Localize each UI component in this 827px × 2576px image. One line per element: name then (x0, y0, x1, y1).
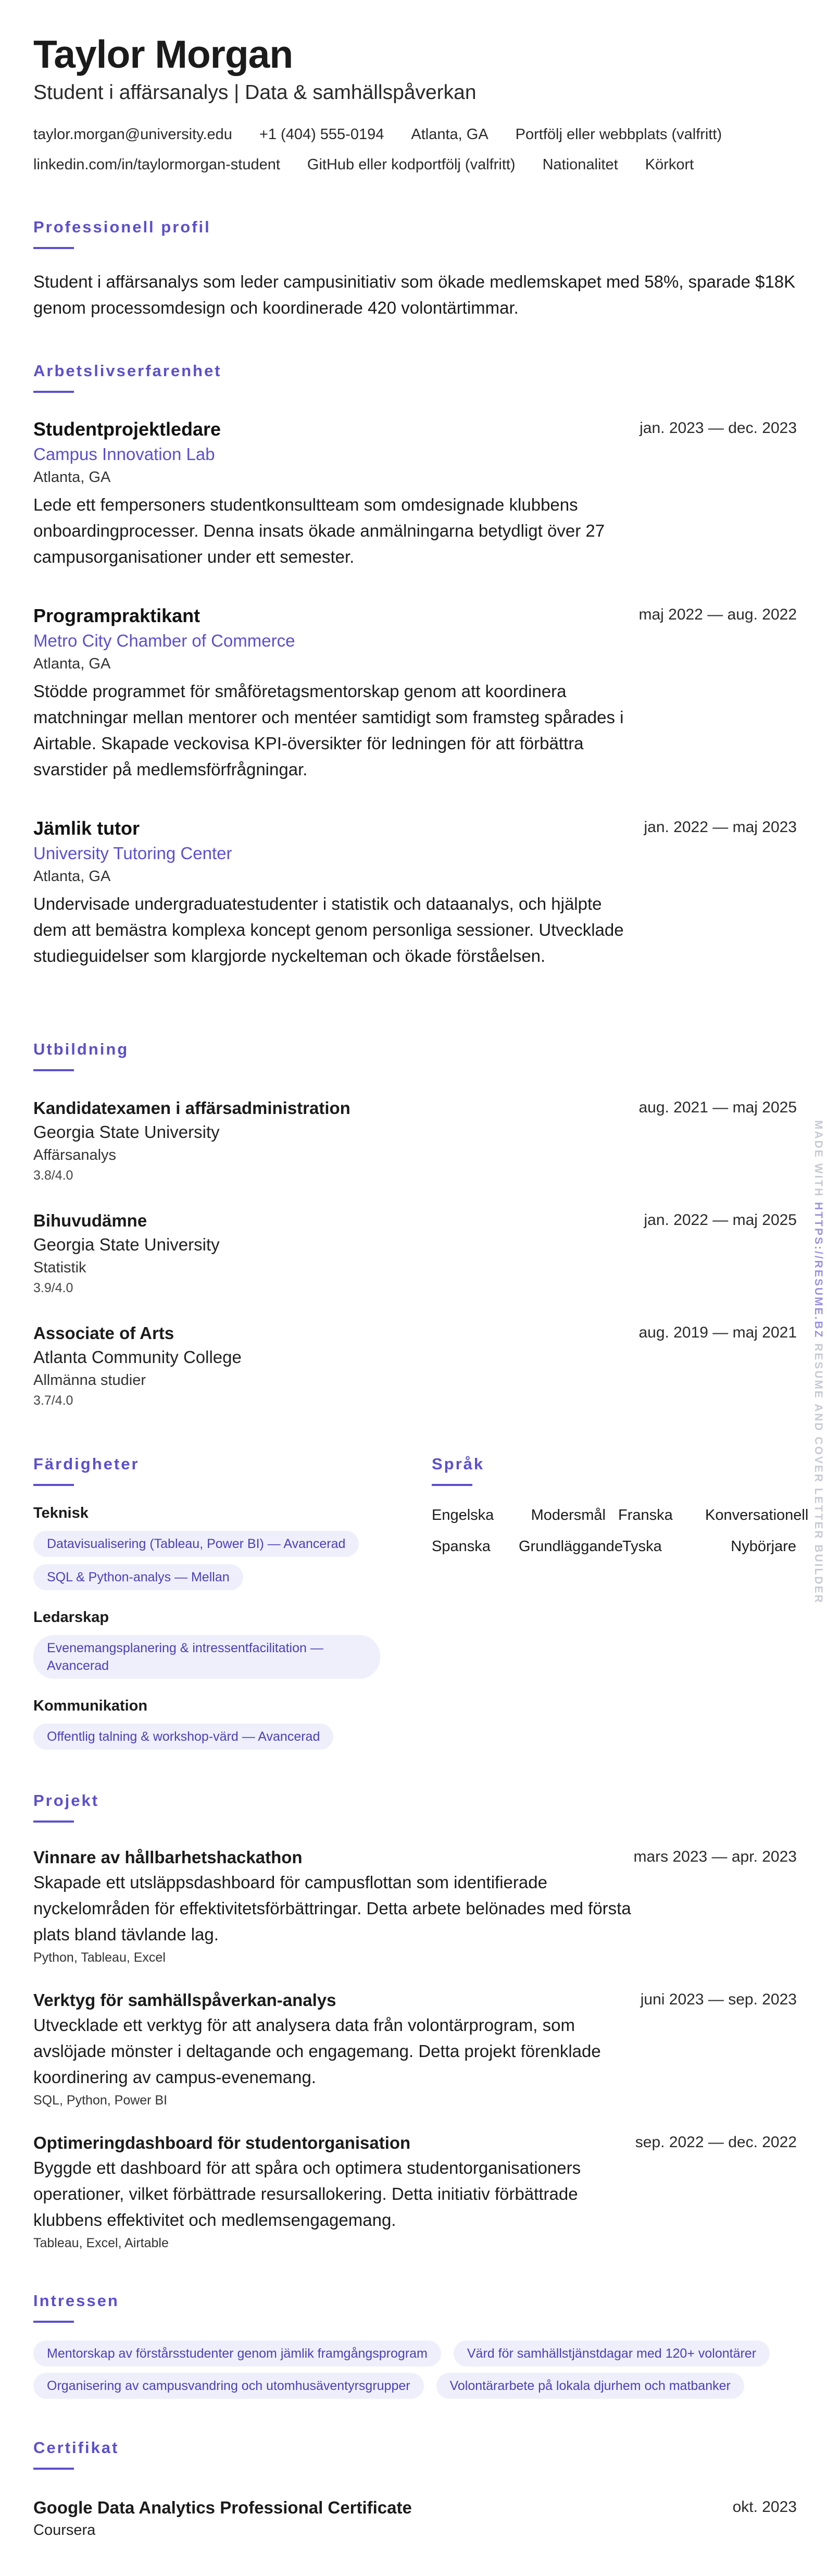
watermark-suffix: RESUME AND COVER LETTER BUILDER (812, 1343, 824, 1604)
project-description: Utvecklade ett verktyg för att analysera data från volontärprogram, som avslöjade mönster i deltagande och engagemang. Detta projekt förenklade koordinering av campus-evenemang. (33, 2015, 601, 2087)
contact-portfolio[interactable]: Portfölj eller webbplats (valfritt) (515, 126, 722, 143)
experience-location: Atlanta, GA (33, 655, 111, 672)
section-divider (33, 1484, 74, 1486)
skill-group-label: Ledarskap (33, 1609, 109, 1626)
section-divider (33, 1069, 74, 1071)
project-tech: SQL, Python, Power BI (33, 2093, 168, 2108)
profile-entry (33, 265, 797, 321)
language-name: Tyska (622, 1538, 662, 1555)
projects-section-header (33, 1789, 99, 1823)
candidate-name: Taylor Morgan (33, 32, 293, 76)
project-description: Byggde ett dashboard för att spåra och optimera studentorganisationers operationer, vilket förbättrade resursallokering. Detta initiativ förbättrade klubbens effektivitet och medlemsengagemang. (33, 2158, 581, 2230)
education-gpa: 3.7/4.0 (33, 1393, 73, 1408)
section-divider (33, 247, 74, 249)
project-date: sep. 2022 — dec. 2022 (635, 2134, 797, 2151)
watermark-link[interactable]: HTTPS://RESUME.BZ (812, 1202, 824, 1339)
interests-section-title: Intressen (33, 2292, 119, 2310)
interests-row (33, 2373, 757, 2399)
experience-description: Undervisade undergraduatestudenter i statistik och dataanalys, och hjälpte dem att bemästra komplexa koncept genom personliga sessioner. Utvecklade studieguidelser som klargjorde nyckelteman och ökade förståelsen. (33, 894, 624, 965)
interests-section-header (33, 2289, 119, 2323)
profile-section-header (33, 216, 211, 249)
skill-group-communication (33, 1695, 333, 1750)
education-school: Georgia State University (33, 1235, 220, 1254)
education-section-title: Utbildning (33, 1040, 129, 1058)
watermark-prefix: MADE WITH (812, 1120, 824, 1198)
profile-section-title: Professionell profil (33, 218, 211, 236)
project-item (33, 1988, 797, 2110)
skills-section-title: Färdigheter (33, 1455, 140, 1473)
language-level: Grundläggande (519, 1538, 623, 1555)
experience-date: jan. 2022 — maj 2023 (644, 819, 797, 836)
experience-section-header (33, 360, 222, 393)
experience-item (33, 603, 797, 783)
skill-chip: Datavisualisering (Tableau, Power BI) — Avancerad (33, 1531, 359, 1557)
resume-builder-watermark (810, 1120, 825, 1604)
contact-license: Körkort (645, 156, 694, 173)
experience-date: jan. 2023 — dec. 2023 (640, 419, 797, 437)
section-divider (33, 2468, 74, 2470)
education-degree: Kandidatexamen i affärsadministration (33, 1098, 350, 1118)
certificate-date: okt. 2023 (732, 2498, 797, 2516)
experience-role: Studentprojektledare (33, 418, 221, 440)
certificate-title: Google Data Analytics Professional Certificate (33, 2498, 412, 2517)
skills-section-header (33, 1453, 140, 1486)
contact-nationality: Nationalitet (542, 156, 618, 173)
interests-row (33, 2340, 782, 2367)
contact-row-1 (33, 124, 749, 145)
section-divider (33, 391, 74, 393)
experience-description: Stödde programmet för småföretagsmentorskap genom att koordinera matchningar mellan mentorer och mentéer samtidigt som framsteg spårades i Airtable. Skapade veckovisa KPI-översikter för ledningen för att förbättra svarstider på medlemsförfrågningar. (33, 682, 624, 779)
education-date: aug. 2019 — maj 2021 (638, 1324, 797, 1341)
language-name: Spanska (432, 1538, 491, 1555)
contact-location: Atlanta, GA (411, 126, 488, 143)
experience-org: University Tutoring Center (33, 844, 232, 863)
project-date: juni 2023 — sep. 2023 (640, 1991, 797, 2008)
profile-text: Student i affärsanalys som leder campusinitiativ som ökade medlemskapet med 58%, sparade $18K genom processomdesign och koordinerade 420 volontärtimmar. (33, 272, 796, 317)
experience-role: Programpraktikant (33, 605, 201, 626)
skill-group-technical (33, 1503, 359, 1590)
experience-role: Jämlik tutor (33, 818, 140, 839)
project-title: Optimeringdashboard för studentorganisation (33, 2133, 411, 2152)
certificates-section-title: Certifikat (33, 2438, 119, 2457)
experience-item (33, 417, 797, 570)
education-school: Georgia State University (33, 1122, 220, 1142)
education-gpa: 3.8/4.0 (33, 1168, 73, 1183)
skill-group-leadership (33, 1607, 380, 1679)
experience-location: Atlanta, GA (33, 469, 111, 486)
skill-chip: SQL & Python-analys — Mellan (33, 1564, 243, 1590)
skill-group-label: Kommunikation (33, 1698, 148, 1714)
project-tech: Tableau, Excel, Airtable (33, 2236, 169, 2250)
certificate-issuer: Coursera (33, 2522, 96, 2538)
skill-chip: Evenemangsplanering & intressentfacilitation — Avancerad (33, 1635, 380, 1679)
language-name: Franska (618, 1507, 673, 1524)
contact-row-2 (33, 154, 721, 175)
education-item (33, 1321, 797, 1410)
certificate-item (33, 2496, 797, 2541)
watermark-text (812, 1120, 824, 1604)
interest-chip: Värd för samhällstjänstdagar med 120+ volontärer (454, 2340, 770, 2367)
projects-section-title: Projekt (33, 1791, 99, 1810)
education-gpa: 3.9/4.0 (33, 1281, 73, 1295)
education-item (33, 1096, 797, 1185)
education-item (33, 1209, 797, 1297)
experience-section-title: Arbetslivserfarenhet (33, 362, 222, 380)
skill-group-label: Teknisk (33, 1505, 89, 1521)
language-level: Konversationell (705, 1507, 809, 1524)
candidate-subtitle: Student i affärsanalys | Data & samhällspåverkan (33, 81, 477, 104)
education-section-header (33, 1038, 129, 1071)
languages-section-title: Språk (432, 1455, 485, 1473)
section-divider (33, 1820, 74, 1823)
experience-org: Campus Innovation Lab (33, 444, 215, 464)
education-field: Statistik (33, 1259, 86, 1276)
education-field: Allmänna studier (33, 1372, 146, 1389)
project-item (33, 2131, 797, 2253)
language-row (432, 1505, 809, 1526)
section-divider (33, 2321, 74, 2323)
languages-section-header (432, 1453, 484, 1486)
section-divider (432, 1484, 472, 1486)
experience-description: Lede ett fempersoners studentkonsultteam som omdesignade klubbens onboardingprocesser. Denna insats ökade anmälningarna betydligt över 27 campusorganisationer under ett semester. (33, 495, 605, 566)
experience-location: Atlanta, GA (33, 868, 111, 885)
project-title: Verktyg för samhällspåverkan-analys (33, 1990, 336, 2010)
education-date: jan. 2022 — maj 2025 (644, 1211, 797, 1229)
interest-chip: Volontärarbete på lokala djurhem och matbanker (436, 2373, 744, 2399)
language-row (432, 1536, 796, 1557)
education-field: Affärsanalys (33, 1147, 117, 1163)
contact-github[interactable]: GitHub eller kodportfölj (valfritt) (307, 156, 516, 173)
experience-org: Metro City Chamber of Commerce (33, 631, 295, 650)
skill-chip: Offentlig talning & workshop-värd — Avancerad (33, 1724, 333, 1750)
contact-email[interactable]: taylor.morgan@university.edu (33, 126, 232, 143)
language-name: Engelska (432, 1507, 494, 1524)
language-level: Modersmål (531, 1507, 606, 1524)
project-title: Vinnare av hållbarhetshackathon (33, 1848, 303, 1867)
project-item (33, 1846, 797, 1967)
project-date: mars 2023 — apr. 2023 (633, 1848, 797, 1865)
experience-date: maj 2022 — aug. 2022 (638, 606, 797, 623)
project-description: Skapade ett utsläppsdashboard för campusflottan som identifierade nyckelområden för effektivitetsförbättringar. Detta arbete belönades med första plats bland tävlande lag. (33, 1873, 631, 1944)
contact-linkedin[interactable]: linkedin.com/in/taylormorgan-student (33, 156, 280, 173)
certificates-section-header (33, 2436, 119, 2470)
interest-chip: Mentorskap av förstårsstudenter genom jämlik framgångsprogram (33, 2340, 441, 2367)
interest-chip: Organisering av campusvandring och utomhusäventyrsgrupper (33, 2373, 424, 2399)
contact-phone[interactable]: +1 (404) 555-0194 (259, 126, 384, 143)
languages-table (432, 1505, 809, 1557)
language-level: Nybörjare (731, 1538, 796, 1555)
experience-item (33, 816, 797, 969)
education-date: aug. 2021 — maj 2025 (638, 1099, 797, 1116)
education-degree: Bihuvudämne (33, 1211, 147, 1230)
education-school: Atlanta Community College (33, 1347, 242, 1367)
education-degree: Associate of Arts (33, 1323, 174, 1343)
project-tech: Python, Tableau, Excel (33, 1950, 166, 1965)
